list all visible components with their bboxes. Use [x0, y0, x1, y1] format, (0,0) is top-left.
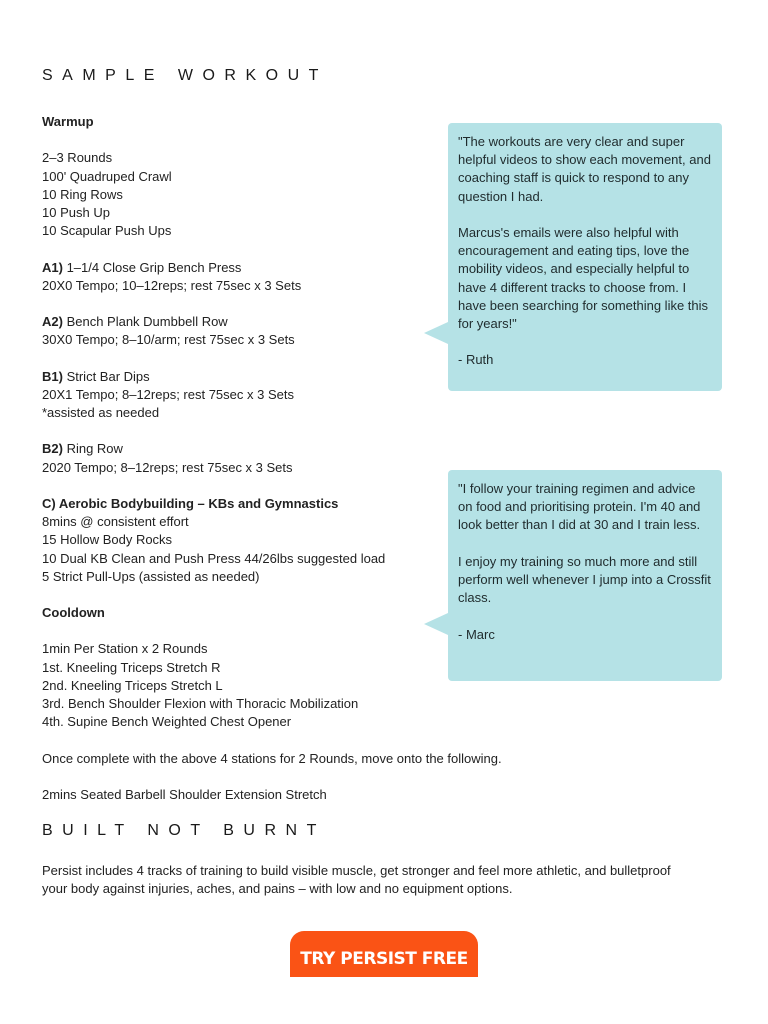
warmup-line: 100' Quadruped Crawl — [42, 168, 172, 184]
final-stretch: 2mins Seated Barbell Shoulder Extension Stretch — [42, 786, 327, 802]
cooldown-line: 2nd. Kneeling Triceps Stretch L — [42, 677, 223, 693]
section-c-title: C) Aerobic Bodybuilding – KBs and Gymnastics — [42, 495, 339, 511]
exercise-name: 1–1/4 Close Grip Bench Press — [62, 259, 242, 275]
cooldown-line: 1min Per Station x 2 Rounds — [42, 641, 208, 657]
testimonial-text: I enjoy my training so much more and still perform well whenever I jump into a Crossfit class. — [458, 553, 711, 606]
exercise-label: A2) — [42, 314, 63, 330]
exercise-detail: 20X1 Tempo; 8–12reps; rest 75sec x 3 Sets — [42, 386, 294, 402]
exercise-detail: 2020 Tempo; 8–12reps; rest 75sec x 3 Sets — [42, 459, 293, 475]
exercise-b1 — [42, 368, 432, 386]
cooldown-line: 3rd. Bench Shoulder Flexion with Thoracic Mobilization — [42, 696, 359, 711]
exercise-a2 — [42, 313, 432, 331]
exercise-name: Bench Plank Dumbbell Row — [62, 314, 228, 330]
cooldown-line: 1st. Kneeling Triceps Stretch R — [42, 659, 221, 675]
testimonial-card-ruth — [448, 123, 722, 391]
built-not-burnt-body: Persist includes 4 tracks of training to build visible muscle, get stronger and feel more athletic, and bulletproof your body against injuries, aches, and pains – with low and no equipment options. — [42, 863, 671, 896]
exercise-note: *assisted as needed — [42, 405, 160, 420]
testimonial-author: - Ruth — [458, 352, 494, 368]
warmup-line: 2–3 Rounds — [42, 150, 113, 166]
exercise-label: B2) — [42, 441, 63, 457]
cooldown-title: Cooldown — [42, 605, 105, 621]
testimonial-author: - Marc — [458, 626, 495, 642]
exercise-label: B1) — [42, 368, 63, 384]
section-c-line: 10 Dual KB Clean and Push Press 44/26lbs suggested load — [42, 550, 386, 566]
exercise-a1 — [42, 259, 432, 277]
testimonial-text: "The workouts are very clear and super helpful videos to show each movement, and coaching staff is quick to respond to any question I had. — [458, 134, 711, 204]
exercise-name: Strict Bar Dips — [62, 368, 150, 384]
cooldown-line: 4th. Supine Bench Weighted Chest Opener — [42, 714, 292, 730]
testimonial-card-marc — [448, 470, 722, 681]
built-not-burnt-heading: BUILT NOT BURNT — [42, 822, 326, 839]
exercise-detail: 30X0 Tempo; 8–10/arm; rest 75sec x 3 Sets — [42, 332, 295, 348]
exercise-b2 — [42, 440, 432, 458]
section-c-line: 15 Hollow Body Rocks — [42, 532, 173, 548]
sample-workout-heading: SAMPLE WORKOUT — [42, 67, 328, 84]
testimonial-text: Marcus's emails were also helpful with encouragement and eating tips, love the mobility videos, and especially helpful to have 4 different tracks to choose from. I have been searching for something like this for years!" — [458, 225, 709, 332]
exercise-label: A1) — [42, 259, 63, 275]
warmup-line: 10 Push Up — [42, 204, 110, 220]
warmup-title: Warmup — [42, 114, 94, 129]
warmup-line: 10 Ring Rows — [42, 186, 123, 202]
section-c-line: 8mins @ consistent effort — [42, 514, 189, 530]
section-c-line: 5 Strict Pull-Ups (assisted as needed) — [42, 568, 260, 584]
try-persist-free-button[interactable]: TRY PERSIST FREE — [290, 931, 478, 977]
warmup-line: 10 Scapular Push Ups — [42, 223, 172, 239]
testimonial-text: "I follow your training regimen and advice on food and prioritising protein. I'm 40 and look better than I did at 30 and I train less. — [458, 481, 701, 533]
exercise-detail: 20X0 Tempo; 10–12reps; rest 75sec x 3 Sets — [42, 277, 302, 293]
exercise-name: Ring Row — [62, 441, 123, 457]
followup-text: Once complete with the above 4 stations for 2 Rounds, move onto the following. — [42, 750, 502, 766]
